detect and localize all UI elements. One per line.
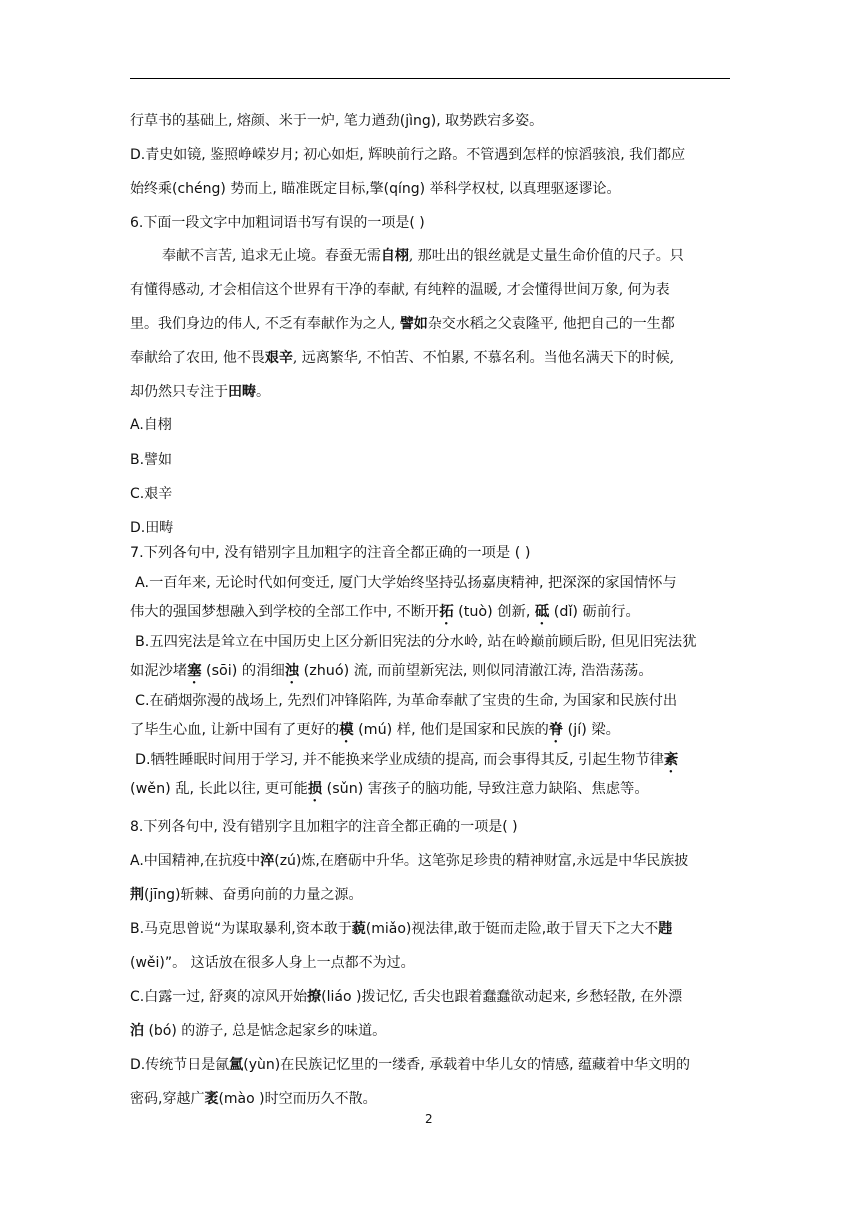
bold-word: 自栩 bbox=[380, 248, 409, 264]
bold-word: 譬如 bbox=[399, 316, 428, 332]
q8-option-c-line: 泊 (bó) 的游子, 总是惦念起家乡的味道。 bbox=[130, 1023, 387, 1039]
question-7-stem: 7.下列各句中, 没有错别字且加粗字的注音全都正确的一项是 ( ) bbox=[130, 545, 531, 561]
q7-option-c-line: C.在硝烟弥漫的战场上, 先烈们冲锋陷阵, 为革命奉献了宝贵的生命, 为国家和民族付出 bbox=[135, 693, 678, 709]
text-line: 行草书的基础上, 熔颜、米于一炉, 笔力遒劲(jìng), 取势跌宕多姿。 bbox=[130, 113, 544, 129]
option-b: B.譬如 bbox=[130, 452, 173, 468]
q8-option-b-line: (wěi)”。 这话放在很多人身上一点都不为过。 bbox=[130, 955, 415, 971]
passage-line: 奉献不言苦, 追求无止境。春蚕无需自栩, 那吐出的银丝就是丈量生命价值的尺子。只 bbox=[162, 248, 684, 264]
option-c: C.艰辛 bbox=[130, 486, 173, 502]
q7-option-b-line: 如泥沙堵塞 (sōi) 的涓细浊 (zhuó) 流, 而前望新宪法, 则似同清澈江涛, 浩浩荡荡。 bbox=[130, 663, 653, 679]
passage-line: 有懂得感动, 才会相信这个世界有干净的奉献, 有纯粹的温暖, 才会懂得世间万象, 何为表 bbox=[130, 282, 670, 298]
q8-option-d-line: 密码,穿越广袤(mào )时空而历久不散。 bbox=[130, 1091, 377, 1107]
q8-option-b-line: B.马克思曾说“为谋取暴利,资本敢于藐(miǎo)视法律,敢于铤而走险,敢于冒天下之大不韪 bbox=[130, 921, 673, 937]
q7-option-c-line: 了毕生心血, 让新中国有了更好的模 (mú) 样, 他们是国家和民族的脊 (jí) 梁。 bbox=[130, 722, 620, 738]
bold-word: 艰辛 bbox=[264, 350, 293, 366]
question-6-stem: 6.下面一段文字中加粗词语书写有误的一项是( ) bbox=[130, 215, 425, 231]
option-a: A.自栩 bbox=[130, 417, 172, 433]
option-d: D.田畴 bbox=[130, 520, 174, 536]
q8-option-d-line: D.传统节日是氤氲(yùn)在民族记忆里的一缕香, 承载着中华儿女的情感, 蕴藏着中华文明的 bbox=[130, 1057, 690, 1073]
option-d-line: D.青史如镜, 鉴照峥嵘岁月; 初心如炬, 辉映前行之路。不管遇到怎样的惊滔骇浪, 我们都应 bbox=[130, 147, 686, 163]
q8-option-c-line: C.白露一过, 舒爽的凉风开始撩(liáo )拨记忆, 舌尖也跟着蠢蠢欲动起来, 乡愁轻散, 在外漂 bbox=[130, 989, 683, 1005]
q7-option-a-line: 伟大的强国梦想融入到学校的全部工作中, 不断开拓 (tuò) 创新, 砥 (dǐ) 砺前行。 bbox=[130, 604, 640, 620]
q8-option-a-line: 荆(jīng)斩棘、奋勇向前的力量之源。 bbox=[130, 887, 363, 903]
q7-option-b-line: B.五四宪法是耸立在中国历史上区分新旧宪法的分水岭, 站在岭巅前顾后盼, 但见旧宪法犹 bbox=[135, 634, 697, 650]
bold-word: 田畴 bbox=[228, 384, 256, 400]
q7-option-d-line: (wěn) 乱, 长此以往, 更可能损 (sǔn) 害孩子的脑功能, 导致注意力缺陷、焦虑等。 bbox=[130, 781, 649, 797]
question-8-stem: 8.下列各句中, 没有错别字且加粗字的注音全都正确的一项是( ) bbox=[130, 819, 518, 835]
passage-line: 奉献给了农田, 他不畏艰辛, 远离繁华, 不怕苦、不怕累, 不慕名利。当他名满天下的时候, bbox=[130, 350, 675, 366]
page-number: 2 bbox=[425, 1112, 433, 1126]
passage-line: 里。我们身边的伟人, 不乏有奉献作为之人, 譬如杂交水稻之父袁隆平, 他把自己的一生都 bbox=[130, 316, 675, 332]
q8-option-a-line: A.中国精神,在抗疫中淬(zú)炼,在磨砺中升华。这笔弥足珍贵的精神财富,永远是中华民族披 bbox=[130, 853, 689, 869]
text-line: 始终乘(chéng) 势而上, 瞄准既定目标,擎(qíng) 举科学权杖, 以真理驱逐谬论。 bbox=[130, 181, 621, 197]
passage-line: 却仍然只专注于田畴。 bbox=[130, 384, 270, 400]
header-rule bbox=[130, 78, 730, 79]
q7-option-d-line: D.牺牲睡眠时间用于学习, 并不能换来学业成绩的提高, 而会事得其反, 引起生物节律紊 bbox=[135, 752, 679, 768]
q7-option-a-line: A.一百年来, 无论时代如何变迁, 厦门大学始终坚持弘扬嘉庚精神, 把深深的家国情怀与 bbox=[135, 575, 677, 591]
